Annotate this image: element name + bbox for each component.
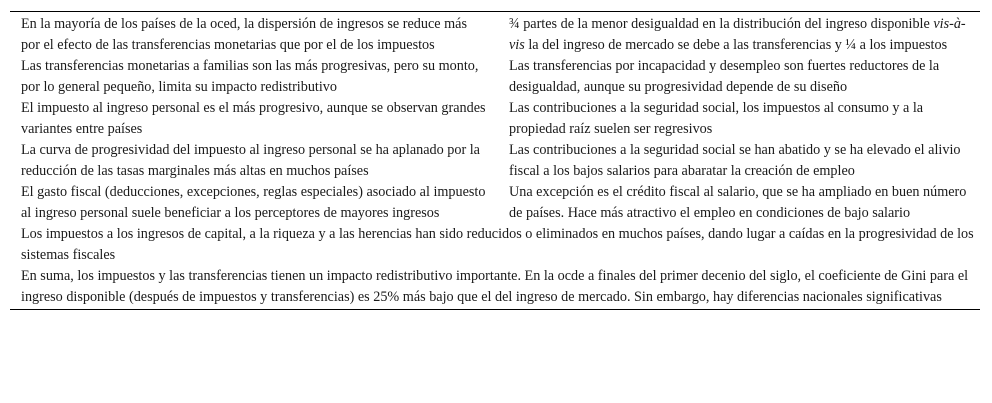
table-row [10, 12, 980, 56]
table-cell-right: Las contribuciones a la seguridad social se han abatido y se ha elevado el alivio fiscal a los bajos salarios para abaratar la creación de empleo [509, 142, 961, 179]
table-cell-right: Las transferencias por incapacidad y desempleo son fuertes reductores de la desigualdad, aunque su progresividad depende de su diseño [509, 58, 940, 95]
table-row [10, 181, 980, 223]
cell-text: ¾ partes de la menor desigualdad en la distribución del ingreso disponible [509, 16, 934, 32]
table-cell-full: Los impuestos a los ingresos de capital, a la riqueza y a las herencias han sido reducidos o eliminados en muchos países, dando lugar a caídas en la progresividad de los sistemas fiscales [21, 226, 974, 263]
table-cell-left: El gasto fiscal (deducciones, excepciones, reglas especiales) asociado al impuesto al ingreso personal suele beneficiar a los perceptores de mayores ingresos [21, 184, 486, 221]
table-row-full [10, 223, 980, 265]
table-cell-full: En suma, los impuestos y las transferencias tienen un impacto redistributivo importante. En la ocde a finales del primer decenio del siglo, el coeficiente de Gini para el ingreso disponible (después de impuestos y transferencias) es 25% más bajo que el del ingreso de mercado. Sin embargo, hay diferencias nacionales significativas [21, 268, 969, 305]
summary-table [10, 11, 980, 310]
table-cell-right: Una excepción es el crédito fiscal al salario, que se ha ampliado en buen número de países. Hace más atractivo el empleo en condiciones de bajo salario [509, 184, 967, 221]
table-row [10, 139, 980, 181]
cell-text: la del ingreso de mercado se debe a las transferencias y ¼ a los impuestos [524, 36, 948, 53]
table-cell-left: Las transferencias monetarias a familias son las más progresivas, pero su monto, por lo general pequeño, limita su impacto redistributivo [21, 58, 479, 95]
table-cell-left: El impuesto al ingreso personal es el más progresivo, aunque se observan grandes variantes entre países [21, 100, 486, 137]
table-row [10, 55, 980, 97]
summary-table-container [10, 11, 980, 310]
table-row-full [10, 265, 980, 310]
table-row [10, 97, 980, 139]
table-cell-left: La curva de progresividad del impuesto al ingreso personal se ha aplanado por la reducción de las tasas marginales más altas en muchos países [21, 142, 480, 179]
table-cell-right: Las contribuciones a la seguridad social, los impuestos al consumo y a la propiedad raíz suelen ser regresivos [509, 100, 924, 137]
table-cell-right [492, 12, 980, 56]
cell-text-italic: vis-à-vis [509, 16, 966, 53]
table-cell-left: En la mayoría de los países de la oced, la dispersión de ingresos se reduce más por el efecto de las transferencias monetarias que por el de los impuestos [21, 16, 467, 53]
